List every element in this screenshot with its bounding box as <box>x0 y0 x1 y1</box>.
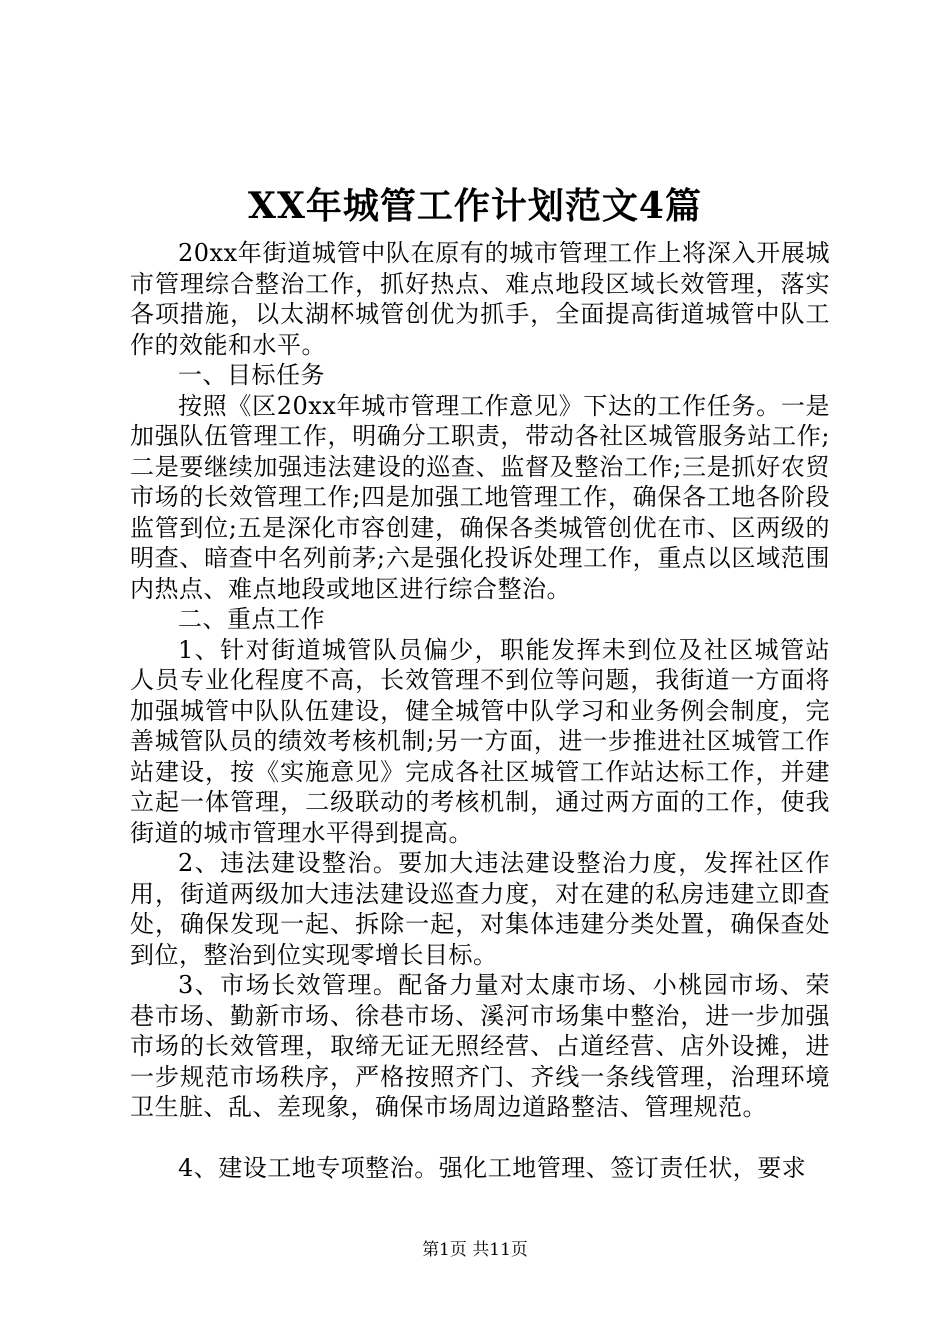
goals-paragraph: 按照《区20xx年城市管理工作意见》下达的工作任务。一是加强队伍管理工作，明确分工职责，带动各社区城管服务站工作;二是要继续加强违法建设的巡查、监督及整治工作;三是抓好农贸市场的长效管理工作;四是加强工地管理工作，确保各工地各阶段监管到位;五是深化市容创建，确保各类城管创优在市、区两级的明查、暗查中名列前茅;六是强化投诉处理工作，重点以区域范围内热点、难点地段或地区进行综合整治。 <box>130 391 830 603</box>
paragraph-gap <box>130 1123 830 1153</box>
section-heading-goals: 一、目标任务 <box>178 361 325 389</box>
section-heading-key-work: 二、重点工作 <box>178 605 325 633</box>
document-body <box>130 238 830 1183</box>
document-title: XX年城管工作计划范文4篇 <box>248 185 702 227</box>
key-work-item-1: 1、针对街道城管队员偏少，职能发挥未到位及社区城管站人员专业化程度不高，长效管理不到位等问题，我街道一方面将加强城管中队队伍建设，健全城管中队学习和业务例会制度，完善城管队员的绩效考核机制;另一方面，进一步推进社区城管工作站建设，按《实施意见》完成各社区城管工作站达标工作，并建立起一体管理，二级联动的考核机制，通过两方面的工作，使我街道的城市管理水平得到提高。 <box>130 635 830 847</box>
key-work-item-2: 2、违法建设整治。要加大违法建设整治力度，发挥社区作用，街道两级加大违法建设巡查力度，对在建的私房违建立即查处，确保发现一起、拆除一起，对集体违建分类处置，确保查处到位，整治到位实现零增长目标。 <box>130 849 830 969</box>
key-work-item-4: 4、建设工地专项整治。强化工地管理、签订责任状，要求 <box>178 1153 807 1182</box>
page-number: 第1页 共11页 <box>422 1240 528 1260</box>
intro-paragraph: 20xx年街道城管中队在原有的城市管理工作上将深入开展城市管理综合整治工作，抓好热点、难点地段区域长效管理，落实各项措施，以太湖杯城管创优为抓手，全面提高街道城管中队工作的效能和水平。 <box>130 239 830 359</box>
key-work-item-3: 3、市场长效管理。配备力量对太康市场、小桃园市场、荣巷市场、勤新市场、徐巷市场、溪河市场集中整治，进一步加强市场的长效管理，取缔无证无照经营、占道经营、店外设摊，进一步规范市场秩序，严格按照齐门、齐线一条线管理，治理环境卫生脏、乱、差现象，确保市场周边道路整洁、管理规范。 <box>130 971 830 1121</box>
